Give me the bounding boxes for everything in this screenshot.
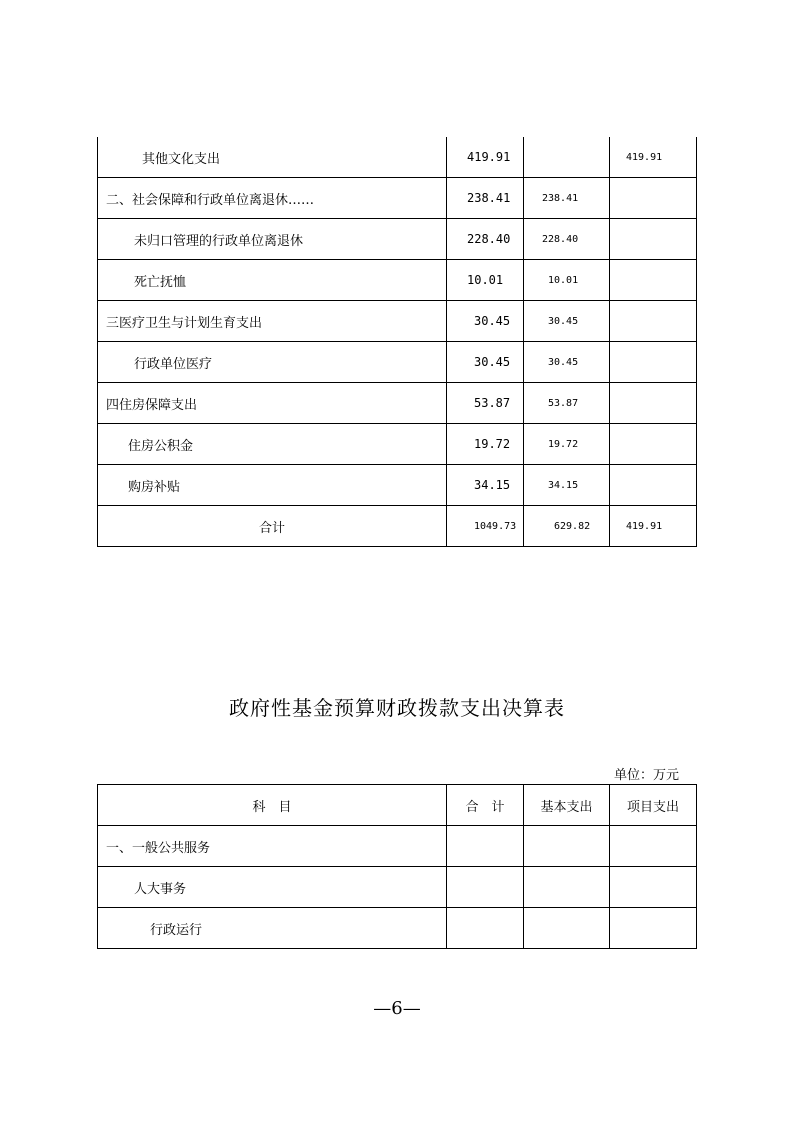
header-total: 合 计: [447, 785, 524, 826]
row-project: [610, 424, 697, 465]
row-project: [610, 301, 697, 342]
row-project: 419.91: [610, 137, 697, 178]
row-subject: 住房公积金: [98, 424, 447, 465]
table-row-total: [98, 506, 697, 547]
row-total: [447, 826, 524, 867]
row-total: 53.87: [447, 383, 524, 424]
row-project: [610, 178, 697, 219]
table-row: [98, 260, 697, 301]
row-subject: 其他文化支出: [98, 137, 447, 178]
row-subject: 三医疗卫生与计划生育支出: [98, 301, 447, 342]
row-project: [610, 826, 697, 867]
row-total: [447, 867, 524, 908]
row-project: [610, 342, 697, 383]
row-basic: [524, 867, 610, 908]
row-project: [610, 219, 697, 260]
row-subject: 行政运行: [98, 908, 447, 949]
row-subject: 行政单位医疗: [98, 342, 447, 383]
row-project: 419.91: [610, 506, 697, 547]
row-total: 30.45: [447, 342, 524, 383]
row-total: 10.01: [447, 260, 524, 301]
row-basic: [524, 826, 610, 867]
row-subject: 四住房保障支出: [98, 383, 447, 424]
fund-expenditure-table: [97, 784, 697, 949]
row-project: [610, 260, 697, 301]
row-total: 34.15: [447, 465, 524, 506]
row-subject: 合计: [98, 506, 447, 547]
table-header-row: [98, 785, 697, 826]
row-basic: 629.82: [524, 506, 610, 547]
row-basic: 10.01: [524, 260, 610, 301]
header-project: 项目支出: [610, 785, 697, 826]
row-total: 1049.73: [447, 506, 524, 547]
table-row: [98, 424, 697, 465]
row-basic: 30.45: [524, 342, 610, 383]
page-title: 政府性基金预算财政拨款支出决算表: [229, 696, 565, 720]
table-row: [98, 465, 697, 506]
row-project: [610, 383, 697, 424]
row-subject: 一、一般公共服务: [98, 826, 447, 867]
row-subject: 人大事务: [98, 867, 447, 908]
row-subject: 未归口管理的行政单位离退休: [98, 219, 447, 260]
table-row: [98, 301, 697, 342]
row-total: 19.72: [447, 424, 524, 465]
row-subject: 购房补贴: [98, 465, 447, 506]
row-basic: 228.40: [524, 219, 610, 260]
row-subject: 死亡抚恤: [98, 260, 447, 301]
table-row: [98, 219, 697, 260]
row-total: 238.41: [447, 178, 524, 219]
row-subject: 二、社会保障和行政单位离退休……: [98, 178, 447, 219]
row-total: 419.91: [447, 137, 524, 178]
row-basic: 53.87: [524, 383, 610, 424]
page-number: —6—: [373, 998, 421, 1019]
expenditure-table-continued: [97, 137, 697, 547]
row-total: 30.45: [447, 301, 524, 342]
row-project: [610, 867, 697, 908]
table-row: [98, 342, 697, 383]
row-basic: 30.45: [524, 301, 610, 342]
row-project: [610, 908, 697, 949]
table-row: [98, 867, 697, 908]
row-project: [610, 465, 697, 506]
row-basic: 19.72: [524, 424, 610, 465]
unit-label: 单位：万元: [614, 768, 680, 783]
header-basic: 基本支出: [524, 785, 610, 826]
table-row: [98, 826, 697, 867]
table-row: [98, 383, 697, 424]
row-basic: 34.15: [524, 465, 610, 506]
row-basic: 238.41: [524, 178, 610, 219]
row-basic: [524, 908, 610, 949]
header-subject: 科 目: [98, 785, 447, 826]
row-total: 228.40: [447, 219, 524, 260]
row-basic: [524, 137, 610, 178]
table-row: [98, 137, 697, 178]
table-row: [98, 908, 697, 949]
table-row: [98, 178, 697, 219]
row-total: [447, 908, 524, 949]
